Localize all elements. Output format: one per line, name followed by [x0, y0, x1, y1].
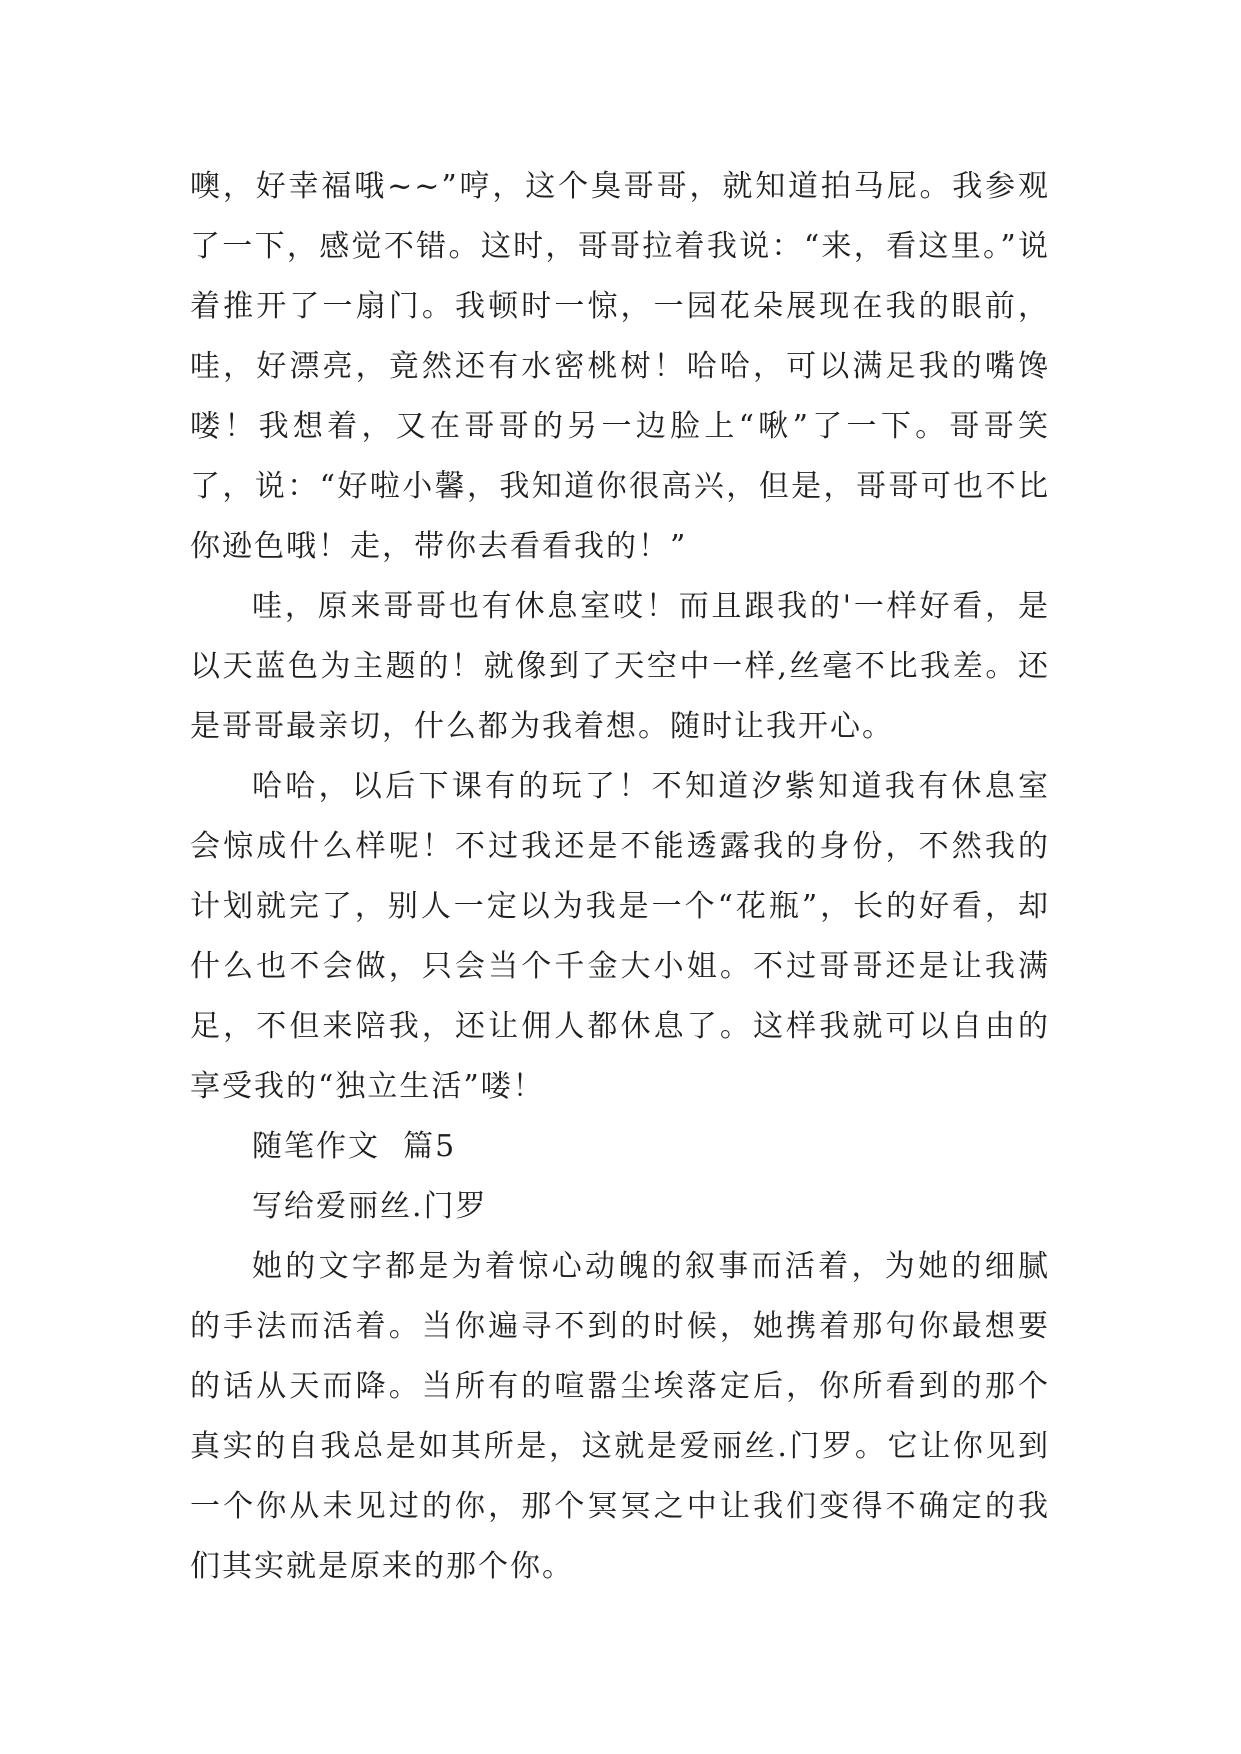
paragraph-4: 她的文字都是为着惊心动魄的叙事而活着，为她的细腻的手法而活着。当你遍寻不到的时候，她携着那句你最想要的话从天而降。当所有的喧嚣尘埃落定后，你所看到的那个真实的自我总是如其所是，这就是爱丽丝.门罗。它让你见到一个你从未见过的你，那个冥冥之中让我们变得不确定的我们其实就是原来的那个你。 — [190, 1249, 1050, 1584]
section-heading: 随笔作文 篇5 — [252, 1129, 457, 1164]
paragraph-1: 噢，好幸福哦~~”哼，这个臭哥哥，就知道拍马屁。我参观了一下，感觉不错。这时，哥哥拉着我说：“来，看这里。”说着推开了一扇门。我顿时一惊，一园花朵展现在我的眼前，哇，好漂亮，竟然还有水密桃树！哈哈，可以满足我的嘴馋喽！我想着，又在哥哥的另一边脸上“啾”了一下。哥哥笑了，说：“好啦小馨，我知道你很高兴，但是，哥哥可也不比你逊色哦！走，带你去看看我的！” — [190, 169, 1050, 564]
essay-title: 写给爱丽丝.门罗 — [252, 1189, 488, 1224]
document-body — [190, 157, 1050, 1597]
paragraph-3: 哈哈，以后下课有的玩了！不知道汐紫知道我有休息室会惊成什么样呢！不过我还是不能透露我的身份，不然我的计划就完了，别人一定以为我是一个“花瓶”，长的好看，却什么也不会做，只会当个千金大小姐。不过哥哥还是让我满足，不但来陪我，还让佣人都休息了。这样我就可以自由的享受我的“独立生活”喽！ — [190, 769, 1050, 1104]
paragraph-2: 哇，原来哥哥也有休息室哎！而且跟我的'一样好看，是以天蓝色为主题的！就像到了天空中一样,丝毫不比我差。还是哥哥最亲切，什么都为我着想。随时让我开心。 — [190, 589, 1050, 744]
